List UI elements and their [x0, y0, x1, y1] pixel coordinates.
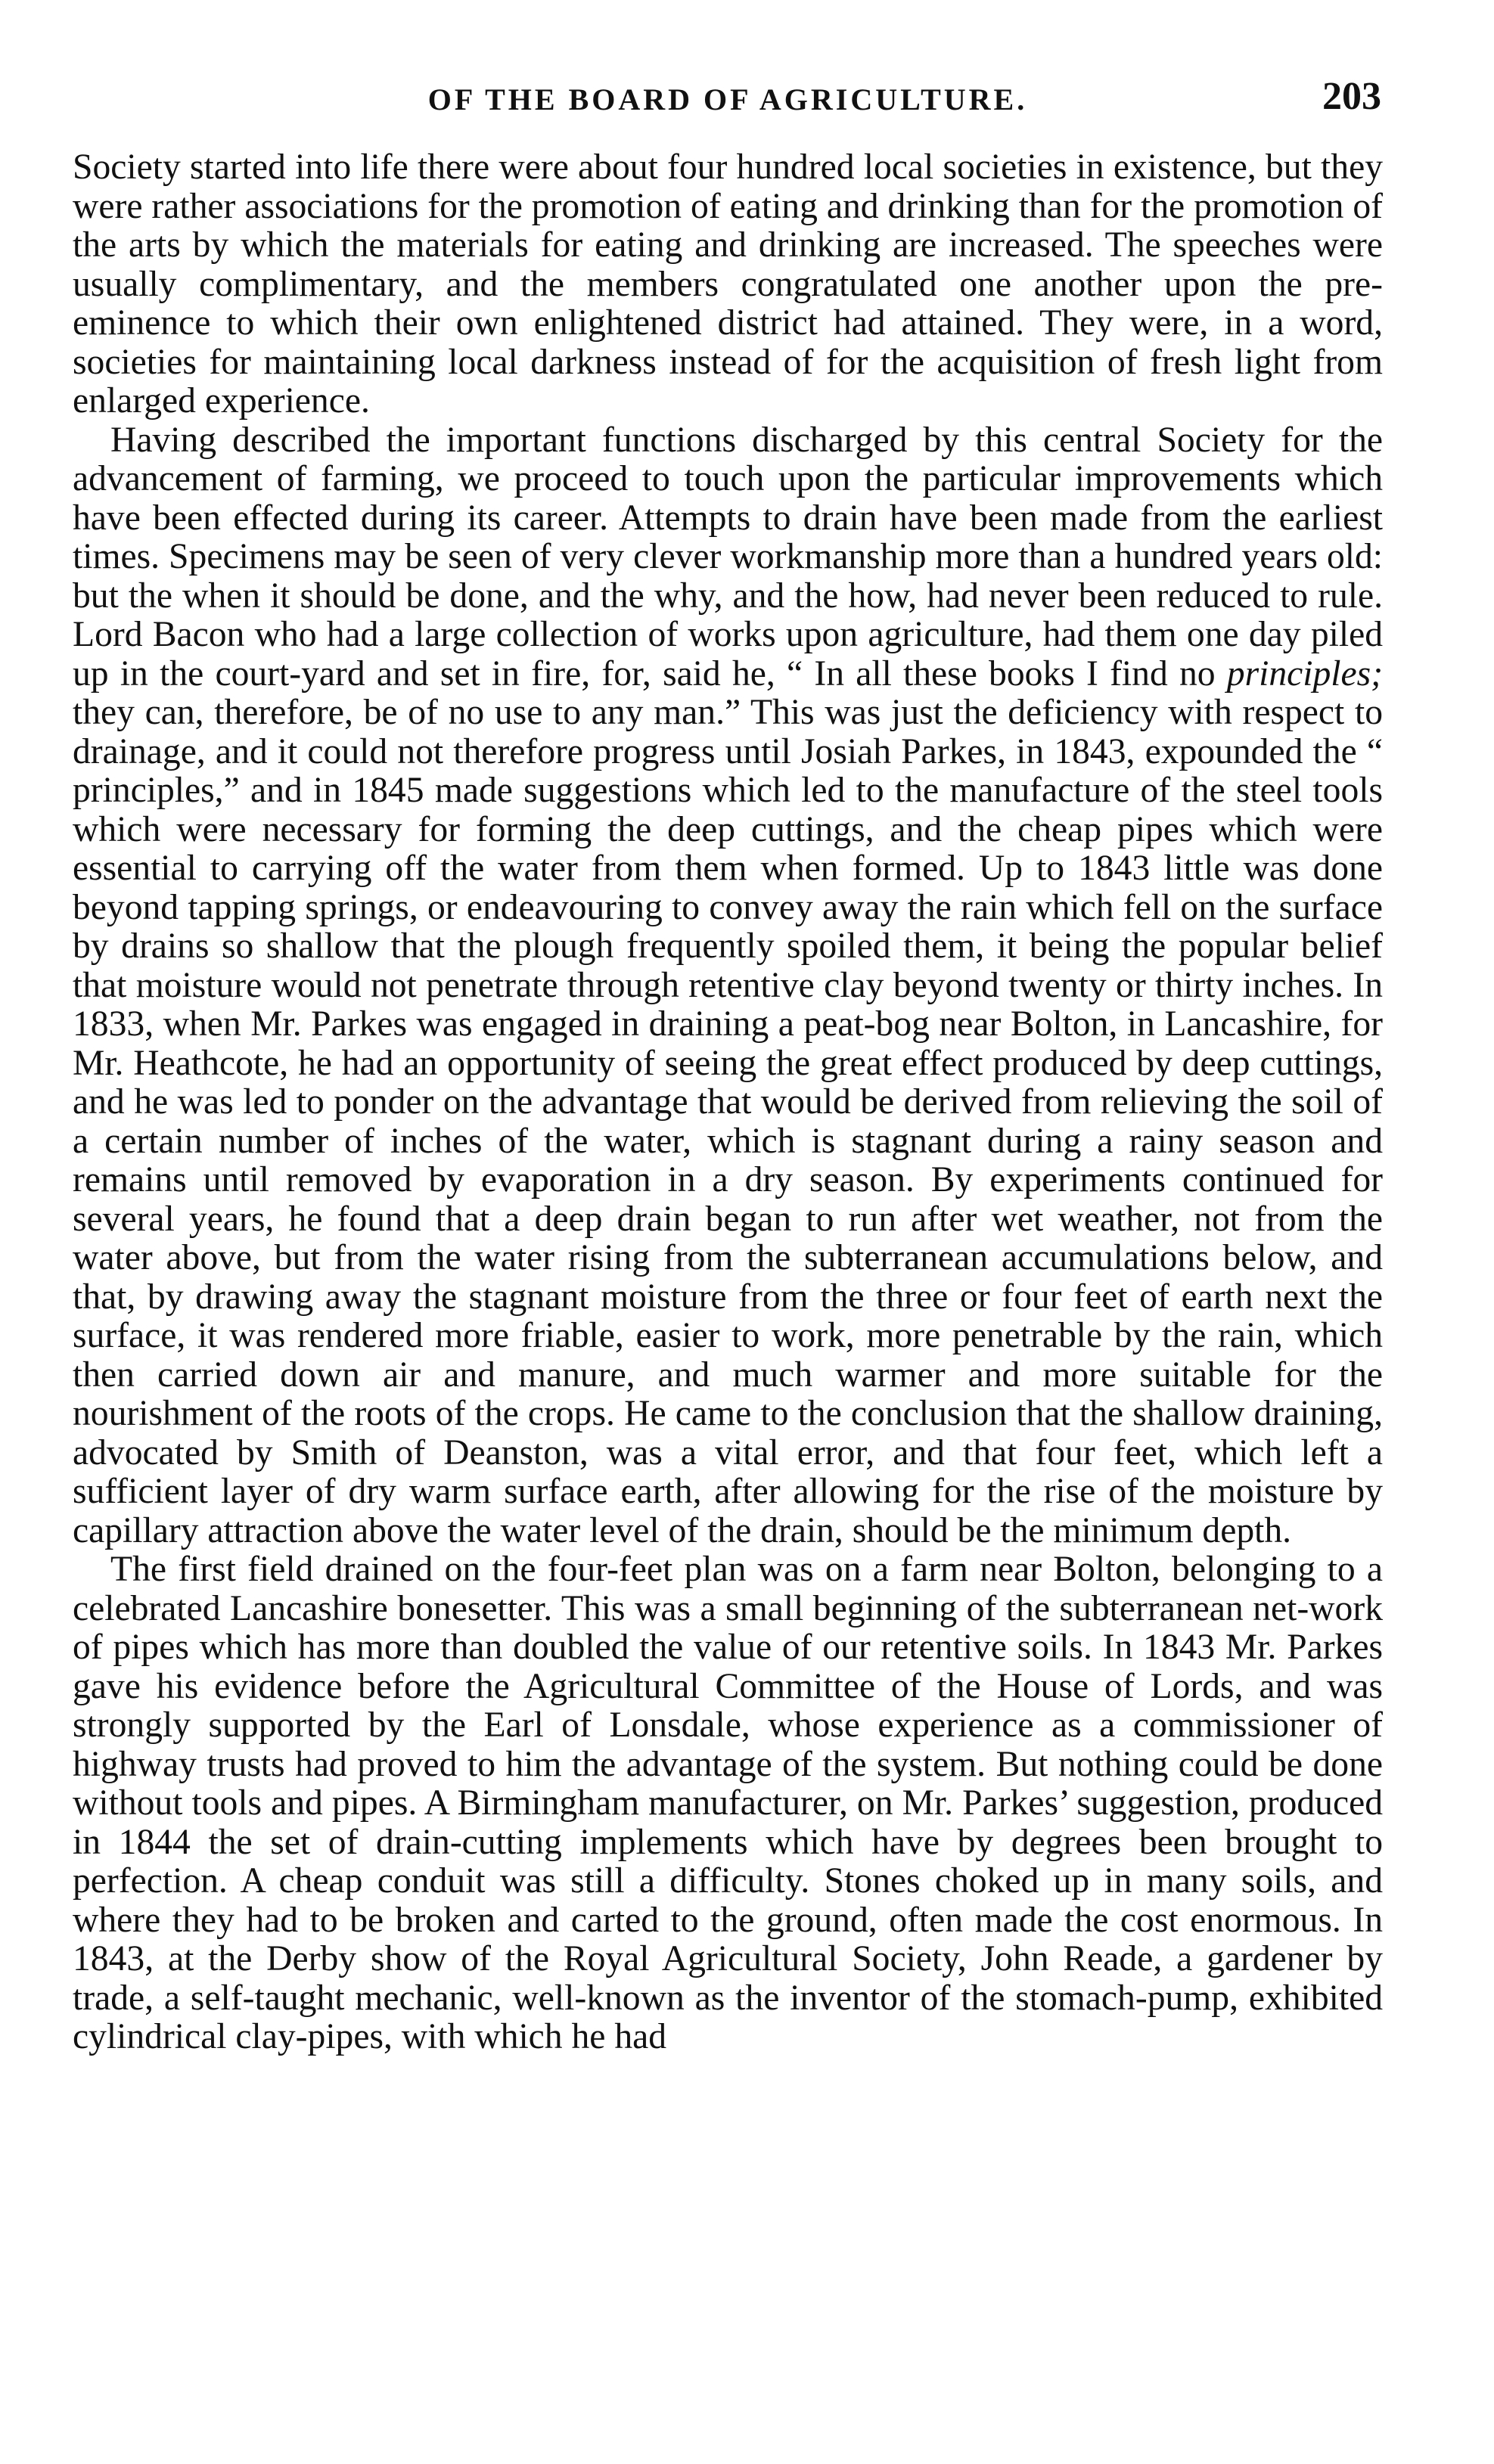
paragraph-drainage-principles	[73, 421, 1383, 1551]
body-text	[73, 148, 1383, 2057]
italic-principles: principles;	[1226, 653, 1383, 694]
book-page	[73, 75, 1383, 2057]
paragraph-text: they can, therefore, be of no use to any man.” This was just the deficiency with respect to drainage, and it could not therefore progress until Josiah Parkes, in 1843, expounded the “ principles,” and in 1845 made suggestions which led to the manufacture of the steel tools which were necessary for forming the deep cuttings, and the cheap pipes which were essential to carrying off the water from them when formed. Up to 1843 little was done beyond tapping springs, or endeavouring to convey away the rain which fell on the surface by drains so shallow that the plough frequently spoiled them, it being the popular belief that moisture would not penetrate through retentive clay beyond twenty or thirty inches. In 1833, when Mr. Parkes was engaged in draining a peat-bog near Bolton, in Lancashire, for Mr. Heathcote, he had an opportunity of seeing the great effect produced by deep cuttings, and he was led to ponder on the advantage that would be derived from relieving the soil of a certain number of inches of the water, which is stagnant during a rainy season and remains until removed by evaporation in a dry season. By experiments continued for several years, he found that a deep drain began to run after wet weather, not from the water above, but from the water rising from the subterranean accumulations below, and that, by drawing away the stagnant moisture from the three or four feet of earth next the surface, it was rendered more friable, easier to work, more penetrable by the rain, which then carried down air and manure, and much warmer and more suitable for the nourishment of the roots of the crops. He came to the conclusion that the shallow draining, advocated by Smith of Deanston, was a vital error, and that four feet, which left a sufficient layer of dry warm surface earth, after allowing for the rise of the moisture by capillary attraction above the water level of the drain, should be the minimum depth.	[73, 693, 1383, 1550]
running-title: OF THE BOARD OF AGRICULTURE.	[427, 82, 1028, 116]
running-header	[73, 75, 1383, 127]
paragraph-text: Having described the important functions discharged by this central Society for the advancement of farming, we proceed to touch upon the particular improvements which have been effected during its career. Attempts to drain have been made from the earliest times. Specimens may be seen of very clever workmanship more than a hundred years old: but the when it should be done, and the why, and the how, had never been reduced to rule. Lord Bacon who had a large collection of works upon agriculture, had them one day piled up in the court-yard and set in fire, for, said he, “ In all these books I find no	[73, 420, 1383, 694]
page-number: 203	[1322, 75, 1381, 118]
paragraph-continued: Society started into life there were about four hundred local societies in existence, but they were rather associations for the promotion of eating and drinking than for the promotion of the arts by which the materials for eating and drinking are increased. The speeches were usually complimentary, and the members congratulated one another upon the pre-eminence to which their own enlightened district had attained. They were, in a word, societies for maintaining local darkness instead of for the acquisition of fresh light from enlarged experience.	[73, 147, 1383, 420]
paragraph-first-field: The first field drained on the four-feet plan was on a farm near Bolton, belonging to a celebrated Lancashire bonesetter. This was a small beginning of the subterranean net-work of pipes which has more than doubled the value of our retentive soils. In 1843 Mr. Parkes gave his evidence before the Agricultural Committee of the House of Lords, and was strongly supported by the Earl of Lonsdale, whose experience as a commissioner of highway trusts had proved to him the advantage of the system. But nothing could be done without tools and pipes. A Birmingham manufacturer, on Mr. Parkes’ suggestion, produced in 1844 the set of drain-cutting implements which have by degrees been brought to perfection. A cheap conduit was still a difficulty. Stones choked up in many soils, and where they had to be broken and carted to the ground, often made the cost enormous. In 1843, at the Derby show of the Royal Agricultural Society, John Reade, a gardener by trade, a self-taught mechanic, well-known as the inventor of the stomach-pump, exhibited cylindrical clay-pipes, with which he had	[73, 1550, 1383, 2056]
